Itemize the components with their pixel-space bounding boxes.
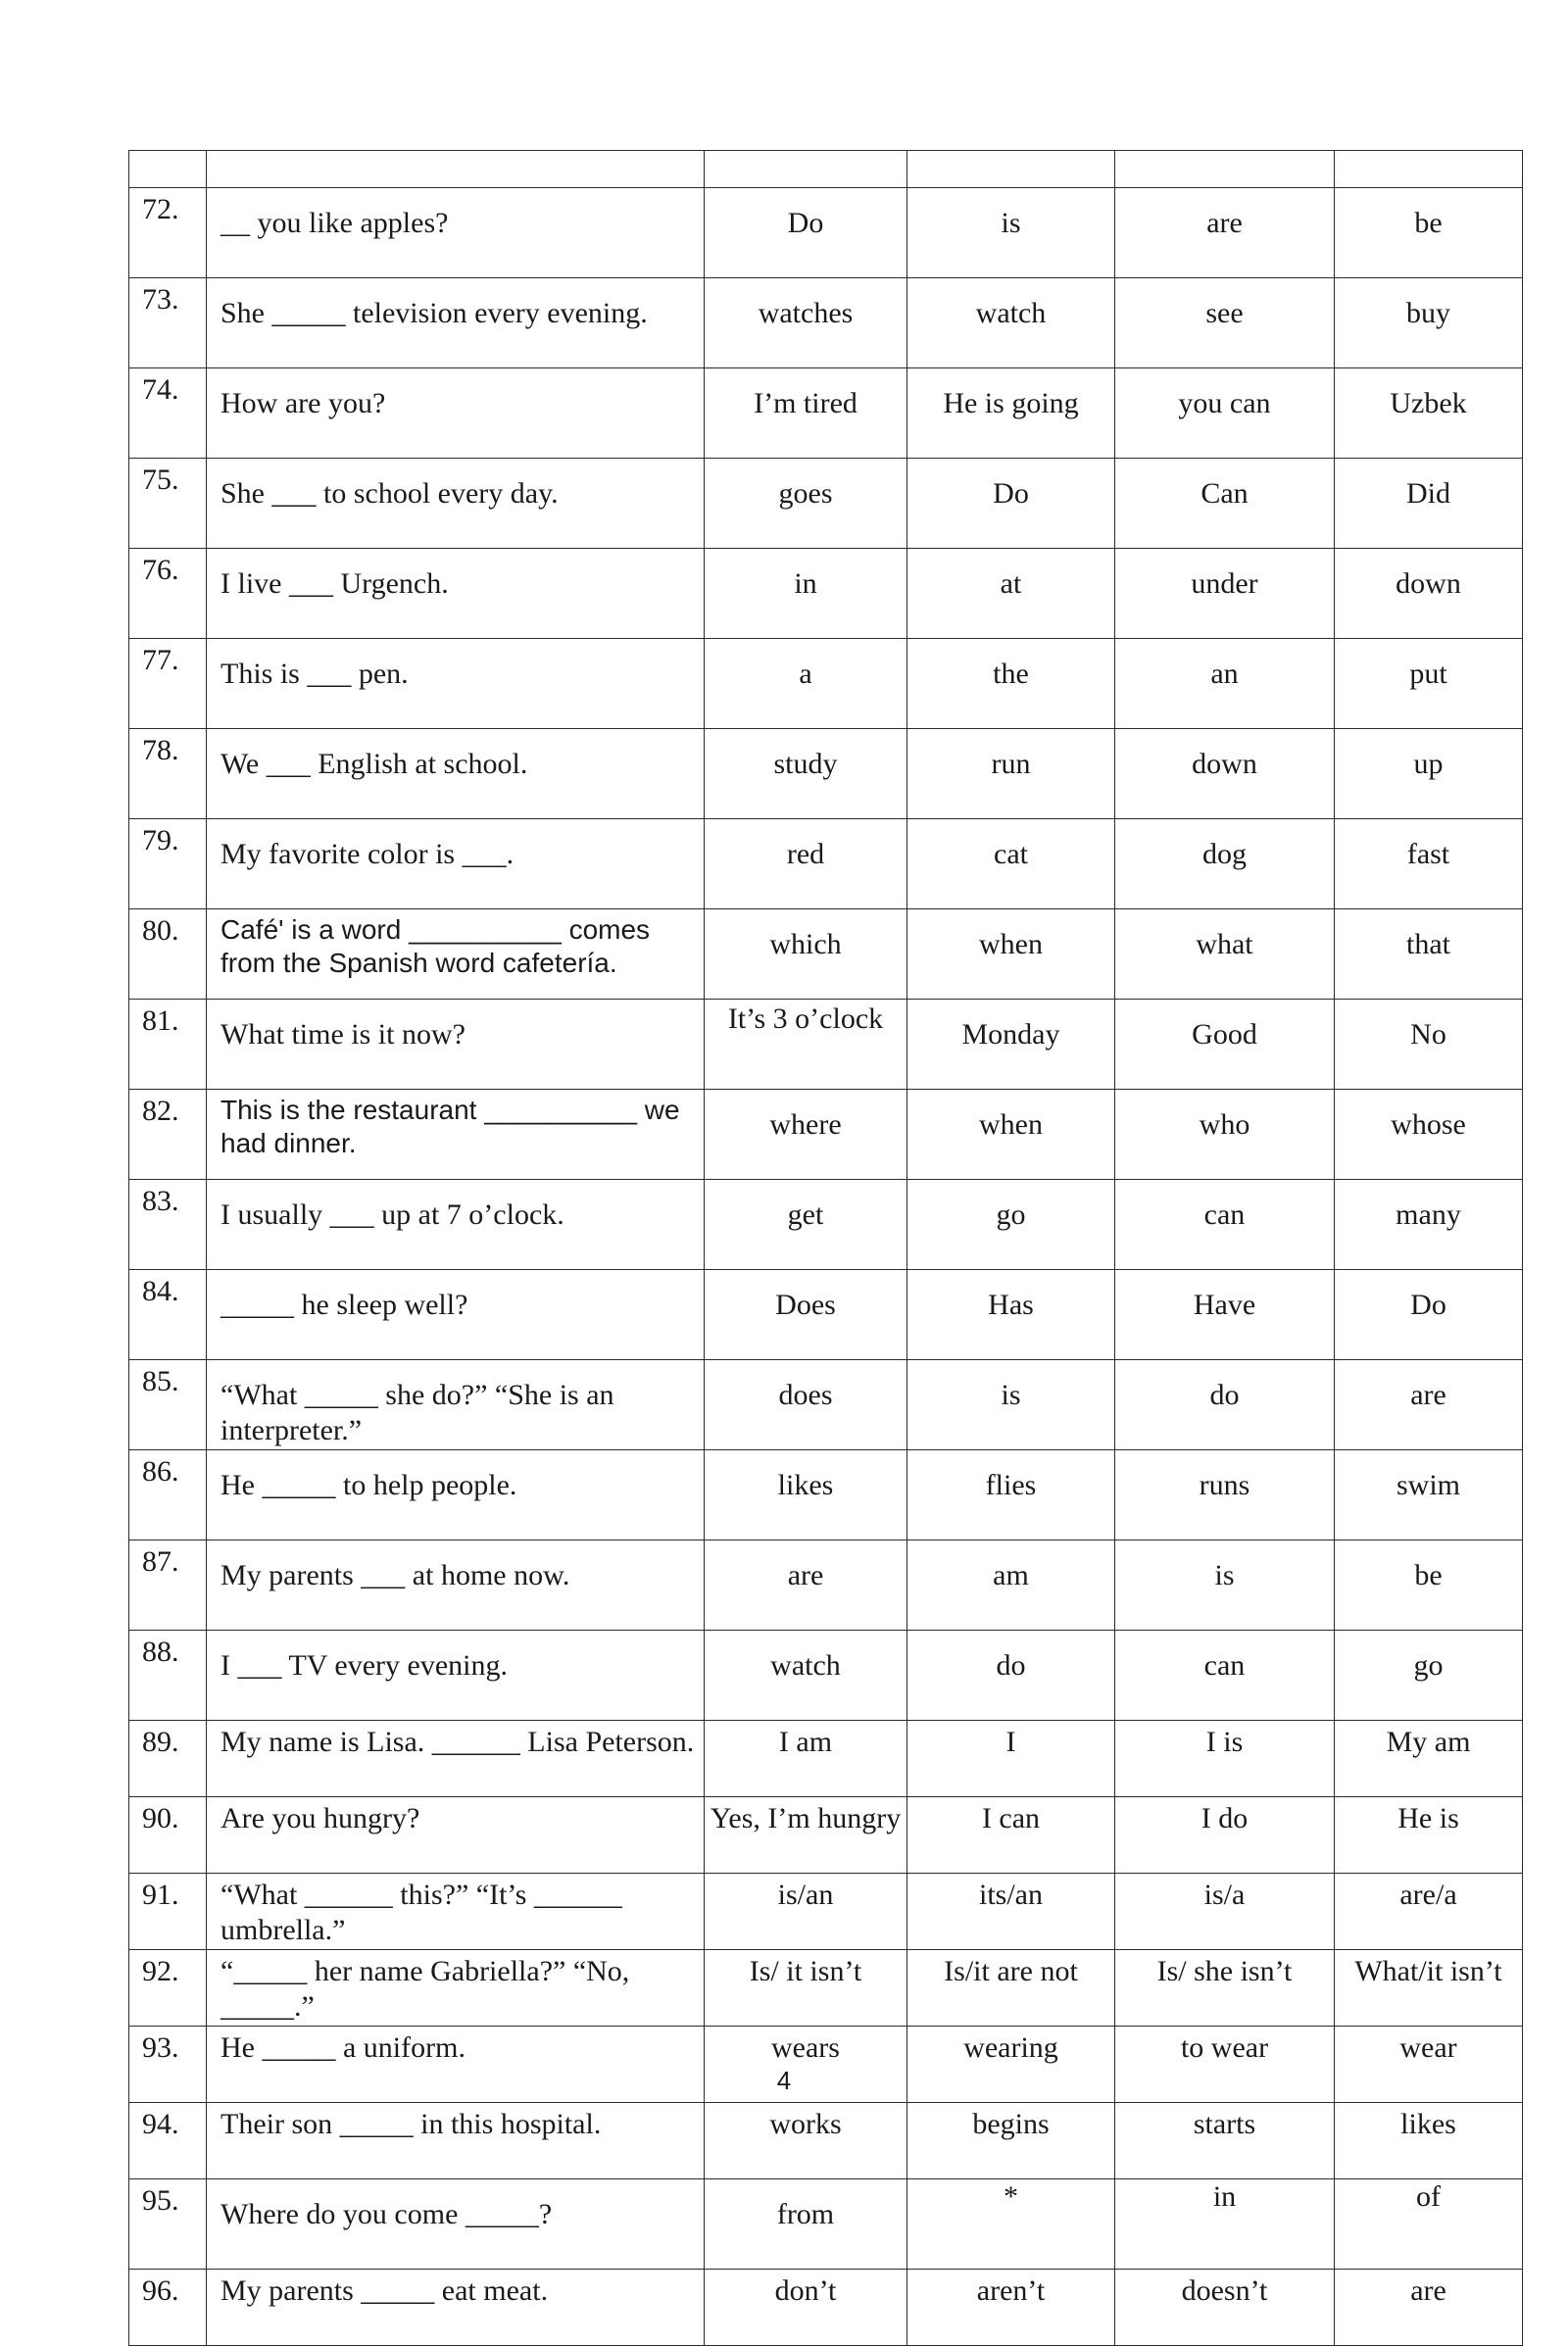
answer-option-d: are/a — [1335, 1874, 1523, 1950]
answer-option-a: wears — [705, 2027, 907, 2103]
question-number: 75. — [129, 459, 207, 549]
answer-option-d: whose — [1335, 1090, 1523, 1180]
table-row — [129, 639, 1523, 729]
answer-option-a: which — [705, 909, 907, 1000]
table-row — [129, 1721, 1523, 1797]
question-number: 89. — [129, 1721, 207, 1797]
table-row — [129, 1450, 1523, 1540]
answer-option-d: go — [1335, 1631, 1523, 1721]
answer-option-d: Do — [1335, 1270, 1523, 1360]
question-text — [207, 1874, 705, 1950]
question-text-content: _____ he sleep well? — [220, 1289, 468, 1321]
table-row — [129, 729, 1523, 819]
question-number: 81. — [129, 1000, 207, 1090]
question-number: 76. — [129, 549, 207, 639]
question-text-content: He _____ a uniform. — [220, 2031, 466, 2064]
table-row — [129, 1270, 1523, 1360]
answer-option-c: you can — [1115, 368, 1335, 459]
answer-option-b: do — [907, 1631, 1115, 1721]
header-cell — [705, 151, 907, 188]
answer-option-c: are — [1115, 188, 1335, 278]
table-row — [129, 1360, 1523, 1450]
table-row — [129, 549, 1523, 639]
question-text — [207, 1631, 705, 1721]
question-text — [207, 278, 705, 368]
question-number: 83. — [129, 1180, 207, 1270]
answer-option-c: down — [1115, 729, 1335, 819]
question-number: 95. — [129, 2179, 207, 2270]
answer-option-b: watch — [907, 278, 1115, 368]
header-cell — [1335, 151, 1523, 188]
table-row — [129, 2270, 1523, 2346]
header-cell — [207, 151, 705, 188]
answer-option-a: Does — [705, 1270, 907, 1360]
question-number: 87. — [129, 1540, 207, 1631]
answer-option-b: wearing — [907, 2027, 1115, 2103]
answer-option-a: Yes, I’m hungry — [705, 1797, 907, 1874]
answer-option-c: dog — [1115, 819, 1335, 909]
question-number: 74. — [129, 368, 207, 459]
answer-option-b: I — [907, 1721, 1115, 1797]
answer-option-a: is/an — [705, 1874, 907, 1950]
table-row — [129, 1797, 1523, 1874]
question-number: 79. — [129, 819, 207, 909]
table-row — [129, 2103, 1523, 2179]
answer-option-b: flies — [907, 1450, 1115, 1540]
header-cell — [1115, 151, 1335, 188]
answer-option-a: are — [705, 1540, 907, 1631]
answer-option-b: run — [907, 729, 1115, 819]
question-text — [207, 729, 705, 819]
answer-option-d: swim — [1335, 1450, 1523, 1540]
answer-option-c: is — [1115, 1540, 1335, 1631]
question-text-content: “_____ her name Gabriella?” “No, _____.” — [220, 1955, 630, 2023]
question-number: 86. — [129, 1450, 207, 1540]
answer-option-d: Uzbek — [1335, 368, 1523, 459]
question-text — [207, 1540, 705, 1631]
header-cell — [129, 151, 207, 188]
answer-option-b: its/an — [907, 1874, 1115, 1950]
question-text — [207, 1180, 705, 1270]
question-text-content: “What _____ she do?” “She is an interpreter.” — [220, 1379, 614, 1446]
table-row — [129, 2179, 1523, 2270]
question-number: 93. — [129, 2027, 207, 2103]
table-row — [129, 1000, 1523, 1090]
question-text-content: Where do you come _____? — [220, 2198, 553, 2230]
question-text — [207, 819, 705, 909]
question-text — [207, 1360, 705, 1450]
question-text — [207, 549, 705, 639]
answer-option-b: is — [907, 188, 1115, 278]
answer-option-b: at — [907, 549, 1115, 639]
answer-option-b: Monday — [907, 1000, 1115, 1090]
answer-option-a: study — [705, 729, 907, 819]
question-text-content: My favorite color is ___. — [220, 838, 514, 870]
table-row — [129, 909, 1523, 1000]
question-number: 96. — [129, 2270, 207, 2346]
question-text — [207, 1721, 705, 1797]
answer-option-a: likes — [705, 1450, 907, 1540]
answer-option-a: Do — [705, 188, 907, 278]
question-number: 91. — [129, 1874, 207, 1950]
answer-option-d: No — [1335, 1000, 1523, 1090]
answer-option-d: be — [1335, 1540, 1523, 1631]
answer-option-c: what — [1115, 909, 1335, 1000]
answer-option-b: Do — [907, 459, 1115, 549]
answer-option-c: can — [1115, 1180, 1335, 1270]
question-text — [207, 1000, 705, 1090]
question-text-content: She ___ to school every day. — [220, 477, 559, 510]
answer-option-d: Did — [1335, 459, 1523, 549]
header-cell — [907, 151, 1115, 188]
answer-option-b: * — [907, 2179, 1115, 2270]
question-text — [207, 909, 705, 1000]
answer-option-c: Is/ she isn’t — [1115, 1950, 1335, 2027]
answer-option-a: I am — [705, 1721, 907, 1797]
question-number: 92. — [129, 1950, 207, 2027]
answer-option-d: be — [1335, 188, 1523, 278]
answer-option-d: are — [1335, 2270, 1523, 2346]
question-text-content: This is the restaurant __________ we had dinner. — [220, 1095, 680, 1158]
question-number: 72. — [129, 188, 207, 278]
answer-option-c: Can — [1115, 459, 1335, 549]
question-text — [207, 639, 705, 729]
question-text-content: Their son _____ in this hospital. — [220, 2108, 602, 2140]
question-text-content: We ___ English at school. — [220, 748, 528, 780]
answer-option-a: red — [705, 819, 907, 909]
answer-option-a: I’m tired — [705, 368, 907, 459]
answer-option-a: does — [705, 1360, 907, 1450]
question-text-content: My parents ___ at home now. — [220, 1559, 570, 1591]
answer-option-c: under — [1115, 549, 1335, 639]
answer-option-c: runs — [1115, 1450, 1335, 1540]
question-text-content: What time is it now? — [220, 1018, 466, 1051]
question-number: 94. — [129, 2103, 207, 2179]
answer-option-d: put — [1335, 639, 1523, 729]
quiz-table — [128, 150, 1523, 2346]
answer-option-b: am — [907, 1540, 1115, 1631]
question-number: 84. — [129, 1270, 207, 1360]
answer-option-c: I do — [1115, 1797, 1335, 1874]
answer-option-d: likes — [1335, 2103, 1523, 2179]
table-row — [129, 819, 1523, 909]
question-number: 80. — [129, 909, 207, 1000]
answer-option-b: when — [907, 1090, 1115, 1180]
question-number: 78. — [129, 729, 207, 819]
answer-option-b: is — [907, 1360, 1115, 1450]
answer-option-d: of — [1335, 2179, 1523, 2270]
answer-option-d: He is — [1335, 1797, 1523, 1874]
table-row — [129, 188, 1523, 278]
page-number: 4 — [776, 2066, 792, 2095]
answer-option-d: My am — [1335, 1721, 1523, 1797]
question-text — [207, 1450, 705, 1540]
answer-option-c: doesn’t — [1115, 2270, 1335, 2346]
answer-option-a: watches — [705, 278, 907, 368]
table-row — [129, 368, 1523, 459]
table-row — [129, 1874, 1523, 1950]
answer-option-d: up — [1335, 729, 1523, 819]
quiz-page — [128, 150, 1522, 2346]
question-text — [207, 1090, 705, 1180]
question-text-content: How are you? — [220, 387, 386, 419]
question-text — [207, 1270, 705, 1360]
question-text-content: Are you hungry? — [220, 1802, 420, 1834]
question-text-content: Café' is a word __________ comes from the Spanish word cafetería. — [220, 914, 651, 978]
question-number: 90. — [129, 1797, 207, 1874]
answer-option-a: a — [705, 639, 907, 729]
question-number: 82. — [129, 1090, 207, 1180]
answer-option-d: What/it isn’t — [1335, 1950, 1523, 2027]
answer-option-a: don’t — [705, 2270, 907, 2346]
answer-option-c: who — [1115, 1090, 1335, 1180]
question-text — [207, 2103, 705, 2179]
question-text-content: I usually ___ up at 7 o’clock. — [220, 1198, 564, 1231]
question-text-content: My name is Lisa. ______ Lisa Peterson. — [220, 1726, 695, 1758]
answer-option-b: when — [907, 909, 1115, 1000]
table-row — [129, 278, 1523, 368]
answer-option-d: are — [1335, 1360, 1523, 1450]
answer-option-b: begins — [907, 2103, 1115, 2179]
question-text-content: I live ___ Urgench. — [220, 567, 449, 600]
answer-option-c: Have — [1115, 1270, 1335, 1360]
answer-option-c: do — [1115, 1360, 1335, 1450]
answer-option-a: in — [705, 549, 907, 639]
answer-option-a: get — [705, 1180, 907, 1270]
question-text-content: She _____ television every evening. — [220, 297, 648, 329]
answer-option-a: watch — [705, 1631, 907, 1721]
question-text — [207, 2179, 705, 2270]
answer-option-c: to wear — [1115, 2027, 1335, 2103]
question-text — [207, 1797, 705, 1874]
answer-option-d: wear — [1335, 2027, 1523, 2103]
question-text-content: He _____ to help people. — [220, 1469, 517, 1501]
answer-option-d: many — [1335, 1180, 1523, 1270]
answer-option-a: from — [705, 2179, 907, 2270]
answer-option-b: go — [907, 1180, 1115, 1270]
answer-option-b: I can — [907, 1797, 1115, 1874]
answer-option-a: Is/ it isn’t — [705, 1950, 907, 2027]
answer-option-b: He is going — [907, 368, 1115, 459]
answer-option-b: cat — [907, 819, 1115, 909]
answer-option-c: I is — [1115, 1721, 1335, 1797]
answer-option-b: aren’t — [907, 2270, 1115, 2346]
answer-option-a: where — [705, 1090, 907, 1180]
answer-option-c: can — [1115, 1631, 1335, 1721]
question-text-content: This is ___ pen. — [220, 658, 409, 690]
table-row — [129, 1540, 1523, 1631]
answer-option-b: the — [907, 639, 1115, 729]
question-text — [207, 188, 705, 278]
answer-option-b: Is/it are not — [907, 1950, 1115, 2027]
answer-option-c: in — [1115, 2179, 1335, 2270]
table-row — [129, 1950, 1523, 2027]
question-text — [207, 459, 705, 549]
question-text-content: __ you like apples? — [220, 207, 449, 239]
answer-option-d: down — [1335, 549, 1523, 639]
question-text-content: My parents _____ eat meat. — [220, 2274, 549, 2307]
question-text-content: “What ______ this?” “It’s ______ umbrella.” — [220, 1879, 622, 1946]
table-row — [129, 1090, 1523, 1180]
question-number: 77. — [129, 639, 207, 729]
answer-option-c: see — [1115, 278, 1335, 368]
answer-option-d: buy — [1335, 278, 1523, 368]
table-row — [129, 1631, 1523, 1721]
answer-option-c: is/a — [1115, 1874, 1335, 1950]
answer-option-a: works — [705, 2103, 907, 2179]
question-text — [207, 368, 705, 459]
answer-option-d: that — [1335, 909, 1523, 1000]
answer-option-c: an — [1115, 639, 1335, 729]
table-row — [129, 459, 1523, 549]
question-number: 73. — [129, 278, 207, 368]
question-text — [207, 2270, 705, 2346]
answer-option-b: Has — [907, 1270, 1115, 1360]
table-row — [129, 1180, 1523, 1270]
answer-option-c: starts — [1115, 2103, 1335, 2179]
question-text-content: I ___ TV every evening. — [220, 1649, 508, 1682]
answer-option-a: It’s 3 o’clock — [705, 1000, 907, 1090]
answer-option-c: Good — [1115, 1000, 1335, 1090]
question-number: 88. — [129, 1631, 207, 1721]
question-text — [207, 1950, 705, 2027]
quiz-table-body — [129, 151, 1523, 2346]
question-number: 85. — [129, 1360, 207, 1450]
answer-option-a: goes — [705, 459, 907, 549]
answer-option-d: fast — [1335, 819, 1523, 909]
table-header-row — [129, 151, 1523, 188]
